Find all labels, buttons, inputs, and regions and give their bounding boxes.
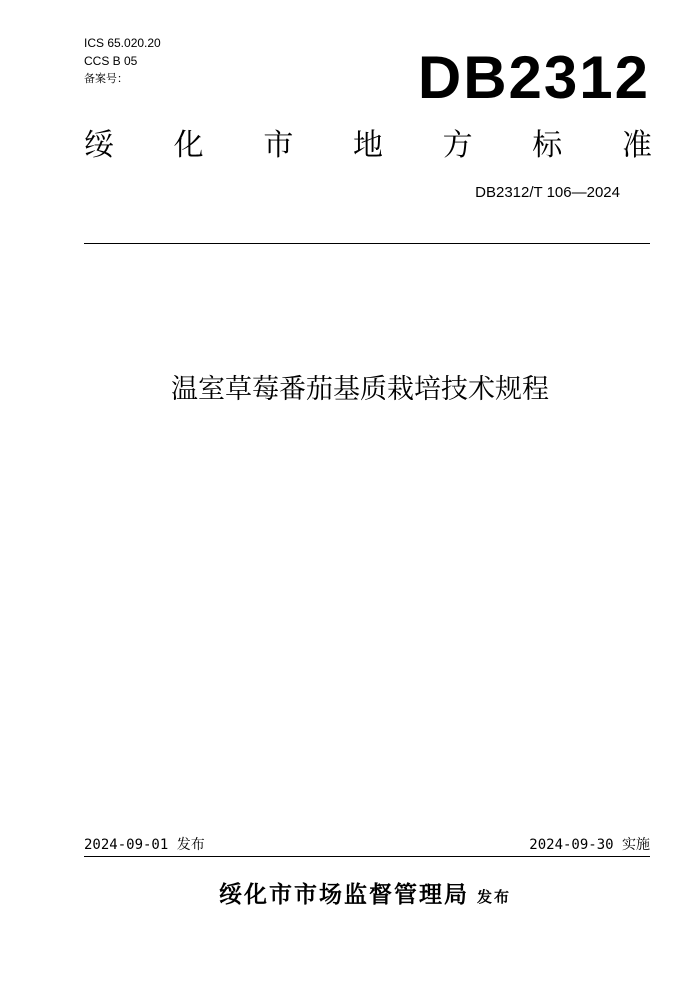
- standard-type-char: 准: [621, 128, 652, 163]
- standard-type-heading: [84, 126, 652, 166]
- issuer-line: [0, 878, 700, 914]
- standard-code-large: DB2312: [417, 44, 650, 111]
- standard-type-char: 化: [173, 128, 204, 163]
- filing-number-label: 备案号：: [84, 73, 128, 85]
- standard-number: DB2312/T 106—2024: [475, 184, 620, 201]
- issuer-suffix: 发布: [476, 888, 511, 906]
- document-title: 温室草莓番茄基质栽培技术规程: [171, 374, 549, 405]
- standard-type-char: 方: [442, 128, 473, 163]
- implement-date: 2024-09-30 实施: [529, 837, 650, 853]
- publish-date: 2024-09-01 发布: [84, 837, 205, 853]
- ccs-code: CCS B 05: [84, 54, 138, 68]
- ics-code: ICS 65.020.20: [84, 36, 161, 50]
- issuer-name: 绥化市市场监督管理局: [218, 882, 469, 908]
- standard-type-char: 地: [352, 128, 383, 163]
- standard-type-char: 市: [263, 128, 294, 163]
- top-divider: [84, 243, 650, 244]
- standard-type-char: 绥: [84, 128, 114, 163]
- bottom-divider: [84, 856, 650, 857]
- standard-type-char: 标: [532, 128, 563, 163]
